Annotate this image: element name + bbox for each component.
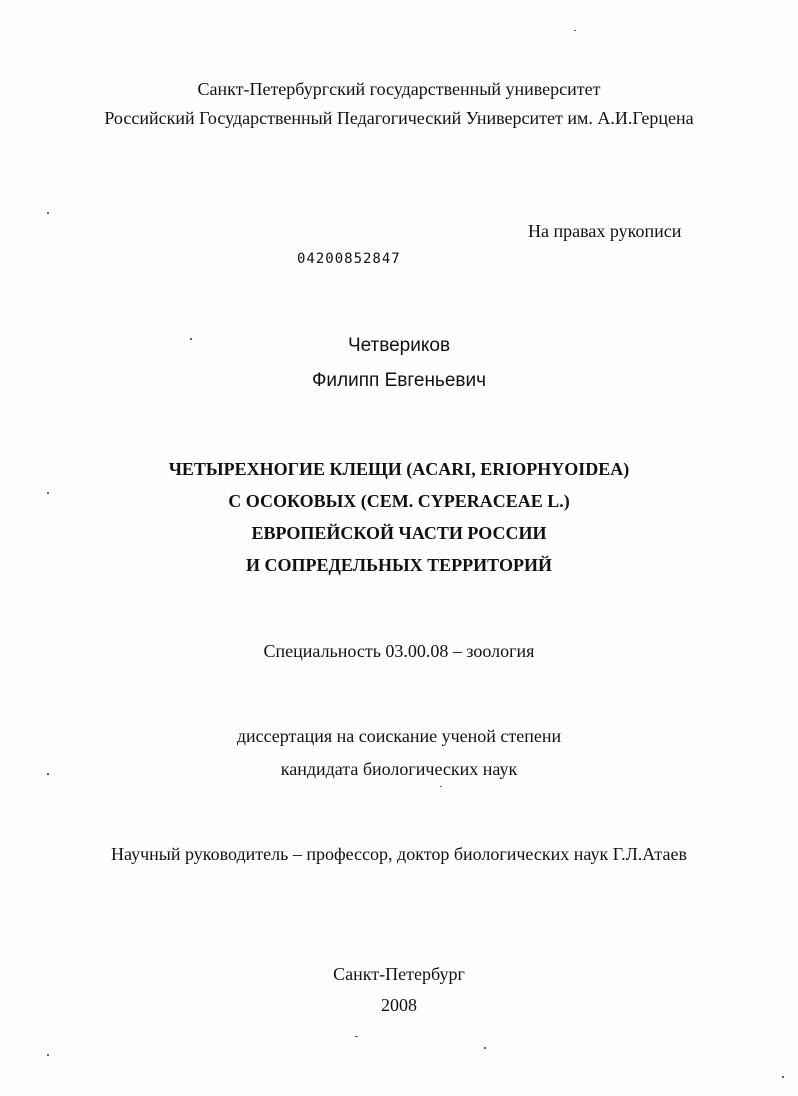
scan-speck bbox=[782, 1076, 784, 1078]
title-line-1: ЧЕТЫРЕХНОГИЕ КЛЕЩИ (ACARI, ERIOPHYOIDEA) bbox=[168, 459, 630, 479]
author-surname: Четвериков bbox=[347, 335, 451, 356]
specialty-line: Специальность 03.00.08 – зоология bbox=[263, 641, 535, 661]
scan-speck bbox=[190, 338, 192, 340]
author-given-names: Филипп Евгеньевич bbox=[311, 370, 487, 391]
rights-notice: На правах рукописи bbox=[528, 221, 682, 241]
title-line-3: ЕВРОПЕЙСКОЙ ЧАСТИ РОССИИ bbox=[251, 523, 547, 543]
scan-speck bbox=[47, 1054, 49, 1056]
scan-speck bbox=[440, 786, 442, 787]
supervisor-line: Научный руководитель – профессор, доктор биологических наук Г.Л.Атаев bbox=[111, 844, 687, 864]
title-line-4: И СОПРЕДЕЛЬНЫХ ТЕРРИТОРИЙ bbox=[246, 555, 552, 575]
degree-line-1: диссертация на соискание ученой степени bbox=[236, 726, 562, 746]
scan-speck bbox=[47, 773, 49, 775]
footer-year: 2008 bbox=[381, 995, 417, 1015]
scan-speck bbox=[355, 1036, 358, 1037]
university-line-2: Российский Государственный Педагогический Университет им. А.И.Герцена bbox=[104, 108, 694, 128]
degree-line-2: кандидата биологических наук bbox=[280, 759, 518, 779]
university-line-1: Санкт-Петербургский государственный университет bbox=[197, 79, 601, 99]
scan-speck bbox=[47, 492, 49, 494]
title-line-2: С ОСОКОВЫХ (СЕМ. CYPERACEAE L.) bbox=[228, 491, 570, 511]
footer-city: Санкт-Петербург bbox=[333, 964, 465, 984]
scan-speck bbox=[484, 1047, 486, 1049]
scan-speck bbox=[47, 212, 49, 214]
catalog-number: 04200852847 bbox=[297, 251, 401, 267]
scan-speck bbox=[574, 30, 576, 31]
